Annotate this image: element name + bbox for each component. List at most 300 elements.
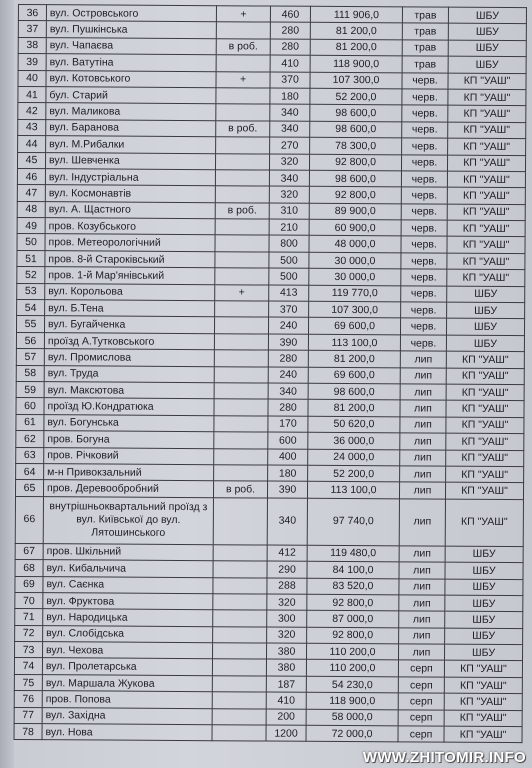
month-value: серп: [398, 709, 444, 726]
work-status: [213, 577, 267, 594]
month-value: лип: [400, 384, 446, 401]
cost-value: 113 100,0: [307, 482, 399, 499]
length-value: 412: [267, 545, 307, 562]
month-value: лип: [398, 644, 444, 661]
cost-value: 119 770,0: [309, 285, 401, 302]
work-status: [214, 465, 268, 482]
cost-value: 98 600,0: [310, 105, 402, 122]
work-status: [215, 186, 269, 203]
cost-value: 30 000,0: [309, 252, 401, 269]
contractor: КП "УАШ": [446, 417, 524, 434]
row-number: 56: [16, 332, 44, 349]
month-value: трав: [402, 40, 448, 57]
contractor: КП "УАШ": [444, 661, 522, 678]
street-name: вул. М.Рибалки: [46, 136, 216, 153]
row-number: 67: [15, 543, 43, 560]
work-status: [215, 301, 269, 318]
work-status: [215, 219, 269, 236]
row-number: 70: [15, 592, 43, 609]
contractor: ШБУ: [445, 611, 523, 628]
cost-value: 118 900,0: [310, 55, 402, 72]
row-number: 47: [17, 185, 45, 202]
street-name: вул. Корольова: [45, 283, 215, 300]
work-status: в роб.: [215, 202, 269, 219]
street-name: вул. Космонавтів: [45, 185, 215, 202]
row-number: 75: [14, 674, 42, 691]
month-value: лип: [400, 417, 446, 434]
work-status: [216, 55, 270, 72]
row-number: 77: [14, 707, 42, 724]
row-number: 69: [15, 576, 43, 593]
work-status: [212, 676, 266, 693]
contractor: КП "УАШ": [444, 726, 522, 743]
cost-value: 54 230,0: [306, 676, 398, 693]
length-value: 240: [268, 317, 308, 334]
row-number: 64: [16, 463, 44, 480]
month-value: лип: [400, 351, 446, 368]
cost-value: 50 620,0: [308, 416, 400, 433]
street-name: пров. Шкільний: [43, 543, 213, 560]
work-status: [215, 153, 269, 170]
length-value: 320: [269, 154, 309, 171]
street-name: вул. Маршала Жукова: [42, 675, 212, 692]
street-name: пров. 1-й Мар'янівський: [45, 267, 215, 284]
work-status: [214, 399, 268, 416]
cost-value: 84 100,0: [307, 561, 399, 578]
street-name: внутрішньоквартальний проїзд з вул. Київської до вул. Лятошинського: [43, 496, 213, 544]
row-number: 53: [17, 283, 45, 300]
street-name: вул. Труда: [44, 365, 214, 382]
work-status: [214, 350, 268, 367]
work-status: [213, 544, 267, 561]
month-value: черв.: [401, 285, 447, 302]
month-value: лип: [399, 611, 445, 628]
work-status: [215, 268, 269, 285]
cost-value: 48 000,0: [309, 236, 401, 253]
contractor: КП "УАШ": [446, 400, 524, 417]
cost-value: 83 520,0: [307, 578, 399, 595]
month-value: лип: [400, 400, 446, 417]
month-value: черв.: [401, 253, 447, 270]
month-value: черв.: [401, 171, 447, 188]
row-number: 50: [17, 234, 45, 251]
paper-edge-shadow: [0, 0, 14, 768]
contractor: ШБУ: [444, 644, 522, 661]
cost-value: 110 200,0: [306, 660, 398, 677]
contractor: КП "УАШ": [448, 89, 526, 106]
length-value: 270: [270, 137, 310, 154]
row-number: 68: [15, 560, 43, 577]
cost-value: 111 906,0: [310, 6, 402, 23]
length-value: 288: [267, 578, 307, 595]
length-value: 180: [268, 465, 308, 482]
contractor: КП "УАШ": [448, 138, 526, 155]
cost-value: 98 600,0: [309, 170, 401, 187]
row-number: 71: [15, 609, 43, 626]
street-name: пров. Козубського: [45, 218, 215, 235]
contractor: ШБУ: [447, 286, 525, 303]
month-value: лип: [400, 449, 446, 466]
contractor: КП "УАШ": [445, 482, 523, 499]
length-value: 320: [267, 627, 307, 644]
contractor: КП "УАШ": [447, 237, 525, 254]
contractor: КП "УАШ": [447, 253, 525, 270]
contractor: ШБУ: [446, 319, 524, 336]
month-value: черв.: [401, 269, 447, 286]
row-number: 76: [14, 691, 42, 708]
cost-value: 110 200,0: [306, 643, 398, 660]
cost-value: 92 800,0: [309, 187, 401, 204]
contractor: КП "УАШ": [447, 204, 525, 221]
month-value: серп: [398, 693, 444, 710]
contractor: ШБУ: [448, 7, 526, 24]
contractor: КП "УАШ": [446, 466, 524, 483]
length-value: 180: [270, 88, 310, 105]
street-name: вул. Саєнка: [43, 576, 213, 593]
street-name: вул. Шевченка: [45, 152, 215, 169]
row-number: 61: [16, 414, 44, 431]
street-name: вул. Максютова: [44, 382, 214, 399]
cost-value: 69 600,0: [308, 318, 400, 335]
street-name: вул. Нова: [42, 724, 212, 741]
cost-value: 92 800,0: [309, 154, 401, 171]
month-value: серп: [398, 677, 444, 694]
work-status: [214, 415, 268, 432]
month-value: черв.: [401, 302, 447, 319]
work-status: [216, 88, 270, 105]
month-value: черв.: [401, 204, 447, 221]
row-number: 39: [18, 54, 46, 71]
contractor: КП "УАШ": [446, 351, 524, 368]
cost-value: 72 000,0: [306, 725, 398, 742]
month-value: лип: [399, 578, 445, 595]
contractor: ШБУ: [447, 302, 525, 319]
row-number: 78: [14, 724, 42, 741]
work-status: [216, 22, 270, 39]
street-name: вул. Баранова: [46, 119, 216, 136]
length-value: 300: [267, 610, 307, 627]
length-value: 340: [270, 121, 310, 138]
contractor: КП "УАШ": [447, 269, 525, 286]
work-status: [213, 626, 267, 643]
row-number: 57: [16, 349, 44, 366]
work-status: [214, 448, 268, 465]
cost-value: 60 900,0: [309, 219, 401, 236]
month-value: лип: [399, 546, 445, 563]
cost-value: 98 600,0: [310, 121, 402, 138]
length-value: 210: [269, 219, 309, 236]
length-value: 413: [269, 285, 309, 302]
street-name: вул. Пушкінська: [46, 21, 216, 38]
row-number: 65: [15, 480, 43, 497]
length-value: 280: [270, 22, 310, 39]
row-number: 59: [16, 381, 44, 398]
cost-value: 107 300,0: [309, 301, 401, 318]
length-value: 340: [270, 104, 310, 121]
table-row: [14, 724, 522, 743]
work-status: [214, 317, 268, 334]
cost-value: 69 600,0: [308, 367, 400, 384]
contractor: КП "УАШ": [448, 73, 526, 90]
contractor: ШБУ: [446, 335, 524, 352]
contractor: ШБУ: [448, 24, 526, 41]
row-number: 54: [17, 300, 45, 317]
contractor: КП "УАШ": [446, 450, 524, 467]
site-watermark: WWW.ZHITOMIR.INFO: [362, 749, 526, 766]
contractor: ШБУ: [445, 628, 523, 645]
row-number: 42: [18, 103, 46, 120]
month-value: черв.: [401, 220, 447, 237]
contractor: ШБУ: [445, 595, 523, 612]
work-status: [214, 334, 268, 351]
cost-value: 52 200,0: [310, 88, 402, 105]
row-number: 51: [17, 250, 45, 267]
street-name: пров. Попова: [42, 691, 212, 708]
street-name: вул. Фруктова: [43, 593, 213, 610]
contractor: КП "УАШ": [446, 433, 524, 450]
street-name: вул. Богунська: [44, 414, 214, 431]
length-value: 800: [269, 236, 309, 253]
work-status: [212, 692, 266, 709]
cost-value: 92 800,0: [307, 627, 399, 644]
length-value: 340: [269, 170, 309, 187]
row-number: 40: [18, 70, 46, 87]
work-status: [216, 137, 270, 154]
month-value: трав: [402, 23, 448, 40]
street-name: вул. Індустріальна: [45, 169, 215, 186]
month-value: лип: [400, 433, 446, 450]
work-status: [214, 383, 268, 400]
street-name: вул. А. Щастного: [45, 201, 215, 218]
row-number: 37: [18, 21, 46, 38]
month-value: черв.: [402, 138, 448, 155]
street-name: вул. Західна: [42, 707, 212, 724]
month-value: лип: [400, 466, 446, 483]
street-name: пров. 8-й Староківський: [45, 251, 215, 268]
work-status: [214, 432, 268, 449]
length-value: 600: [268, 432, 308, 449]
cost-value: 30 000,0: [309, 269, 401, 286]
month-value: лип: [399, 499, 445, 546]
contractor: КП "УАШ": [444, 693, 522, 710]
cost-value: 87 000,0: [307, 611, 399, 628]
month-value: трав: [402, 56, 448, 73]
cost-value: 58 000,0: [306, 709, 398, 726]
street-name: вул. Котовського: [46, 70, 216, 87]
length-value: 370: [269, 301, 309, 318]
row-number: 58: [16, 365, 44, 382]
month-value: черв.: [402, 122, 448, 139]
row-number: 45: [17, 152, 45, 169]
contractor: КП "УАШ": [446, 384, 524, 401]
length-value: 370: [270, 72, 310, 89]
length-value: 320: [267, 594, 307, 611]
street-name: проїзд Ю.Кондратюка: [44, 398, 214, 415]
month-value: черв.: [401, 187, 447, 204]
cost-value: 118 900,0: [306, 693, 398, 710]
length-value: 320: [269, 186, 309, 203]
row-number: 55: [16, 316, 44, 333]
contractor: КП "УАШ": [447, 187, 525, 204]
month-value: лип: [399, 628, 445, 645]
length-value: 310: [269, 203, 309, 220]
month-value: черв.: [402, 105, 448, 122]
work-status: [215, 235, 269, 252]
street-name: вул. Б.Тена: [45, 300, 215, 317]
cost-value: 119 480,0: [307, 545, 399, 562]
work-status: [213, 497, 267, 544]
contractor: КП "УАШ": [447, 155, 525, 172]
work-status: [213, 643, 267, 660]
length-value: 1200: [266, 725, 306, 742]
work-status: [215, 170, 269, 187]
row-number: 72: [15, 625, 43, 642]
length-value: 170: [268, 416, 308, 433]
row-number: 73: [15, 642, 43, 659]
street-name: пров. Метеорологічний: [45, 234, 215, 251]
work-status: [212, 659, 266, 676]
cost-value: 24 000,0: [308, 449, 400, 466]
contractor: КП "УАШ": [448, 122, 526, 139]
length-value: 280: [268, 350, 308, 367]
street-name: вул. Бугайченка: [44, 316, 214, 333]
street-name: м-н Привокзальний: [44, 464, 214, 481]
length-value: 340: [268, 383, 308, 400]
cost-value: 89 900,0: [309, 203, 401, 220]
month-value: трав: [402, 7, 448, 24]
street-name: вул. Ватутіна: [46, 54, 216, 71]
month-value: черв.: [400, 335, 446, 352]
street-name: вул. Чехова: [43, 642, 213, 659]
length-value: 280: [268, 399, 308, 416]
work-status: [213, 594, 267, 611]
contractor: КП "УАШ": [445, 499, 523, 546]
cost-value: 52 200,0: [308, 465, 400, 482]
contractor: КП "УАШ": [446, 368, 524, 385]
cost-value: 78 300,0: [310, 137, 402, 154]
work-status: +: [216, 71, 270, 88]
month-value: черв.: [402, 72, 448, 89]
row-number: 46: [17, 168, 45, 185]
work-status: [213, 561, 267, 578]
length-value: 500: [269, 252, 309, 269]
row-number: 36: [18, 5, 46, 22]
work-status: в роб.: [216, 38, 270, 55]
row-number: 66: [15, 496, 43, 543]
contractor: КП "УАШ": [447, 220, 525, 237]
street-name: пров. Богуна: [44, 431, 214, 448]
street-name: бул. Старий: [46, 87, 216, 104]
contractor: ШБУ: [448, 40, 526, 57]
work-status: в роб.: [216, 120, 270, 137]
contractor: ШБУ: [445, 562, 523, 579]
month-value: черв.: [401, 154, 447, 171]
row-number: 52: [17, 267, 45, 284]
length-value: 340: [267, 498, 307, 545]
length-value: 280: [270, 39, 310, 56]
length-value: 410: [270, 55, 310, 72]
length-value: 400: [268, 449, 308, 466]
table-body: [14, 5, 526, 743]
row-number: 43: [18, 119, 46, 136]
work-status: [214, 366, 268, 383]
street-name: вул. Островського: [46, 5, 216, 22]
street-name: вул. Слобідська: [43, 625, 213, 642]
street-name: вул. Народицька: [43, 609, 213, 626]
length-value: 380: [266, 659, 306, 676]
row-number: 63: [16, 447, 44, 464]
work-status: [212, 708, 266, 725]
street-name: вул. Маликова: [46, 103, 216, 120]
street-name: вул. Кибальчича: [43, 560, 213, 577]
length-value: 200: [266, 709, 306, 726]
work-status: [216, 104, 270, 121]
cost-value: 107 300,0: [310, 72, 402, 89]
contractor: КП "УАШ": [444, 677, 522, 694]
cost-value: 92 800,0: [307, 594, 399, 611]
contractor: ШБУ: [445, 579, 523, 596]
length-value: 410: [266, 692, 306, 709]
cost-value: 113 100,0: [308, 334, 400, 351]
month-value: черв.: [402, 89, 448, 106]
length-value: 390: [268, 334, 308, 351]
contractor: КП "УАШ": [448, 105, 526, 122]
contractor: ШБУ: [448, 56, 526, 73]
month-value: лип: [399, 595, 445, 612]
row-number: 38: [18, 37, 46, 54]
month-value: лип: [399, 562, 445, 579]
cost-value: 81 200,0: [310, 39, 402, 56]
work-status: [212, 725, 266, 742]
length-value: 500: [269, 268, 309, 285]
row-number: 41: [18, 86, 46, 103]
row-number: 74: [14, 658, 42, 675]
street-name: пров. Річковий: [44, 447, 214, 464]
cost-value: 36 000,0: [308, 432, 400, 449]
length-value: 460: [270, 6, 310, 23]
row-number: 62: [16, 431, 44, 448]
cost-value: 98 600,0: [308, 383, 400, 400]
road-repair-table: [14, 4, 527, 744]
contractor: КП "УАШ": [447, 171, 525, 188]
cost-value: 81 200,0: [308, 350, 400, 367]
month-value: черв.: [400, 318, 446, 335]
street-name: пров. Деревообробний: [43, 480, 213, 497]
work-status: +: [215, 284, 269, 301]
work-status: [215, 252, 269, 269]
month-value: черв.: [401, 236, 447, 253]
table-row: [15, 496, 523, 546]
length-value: 290: [267, 561, 307, 578]
length-value: 380: [267, 643, 307, 660]
street-name: вул. Пролетарська: [42, 658, 212, 675]
length-value: 390: [267, 481, 307, 498]
contractor: КП "УАШ": [444, 710, 522, 727]
contractor: ШБУ: [445, 546, 523, 563]
cost-value: 81 200,0: [308, 400, 400, 417]
cost-value: 97 740,0: [307, 498, 399, 546]
row-number: 60: [16, 398, 44, 415]
work-status: +: [216, 6, 270, 23]
work-status: [213, 610, 267, 627]
month-value: лип: [400, 367, 446, 384]
row-number: 44: [18, 136, 46, 153]
cost-value: 81 200,0: [310, 23, 402, 40]
street-name: вул. Чапаєва: [46, 37, 216, 54]
work-status: в роб.: [213, 481, 267, 498]
row-number: 48: [17, 201, 45, 218]
row-number: 49: [17, 218, 45, 235]
